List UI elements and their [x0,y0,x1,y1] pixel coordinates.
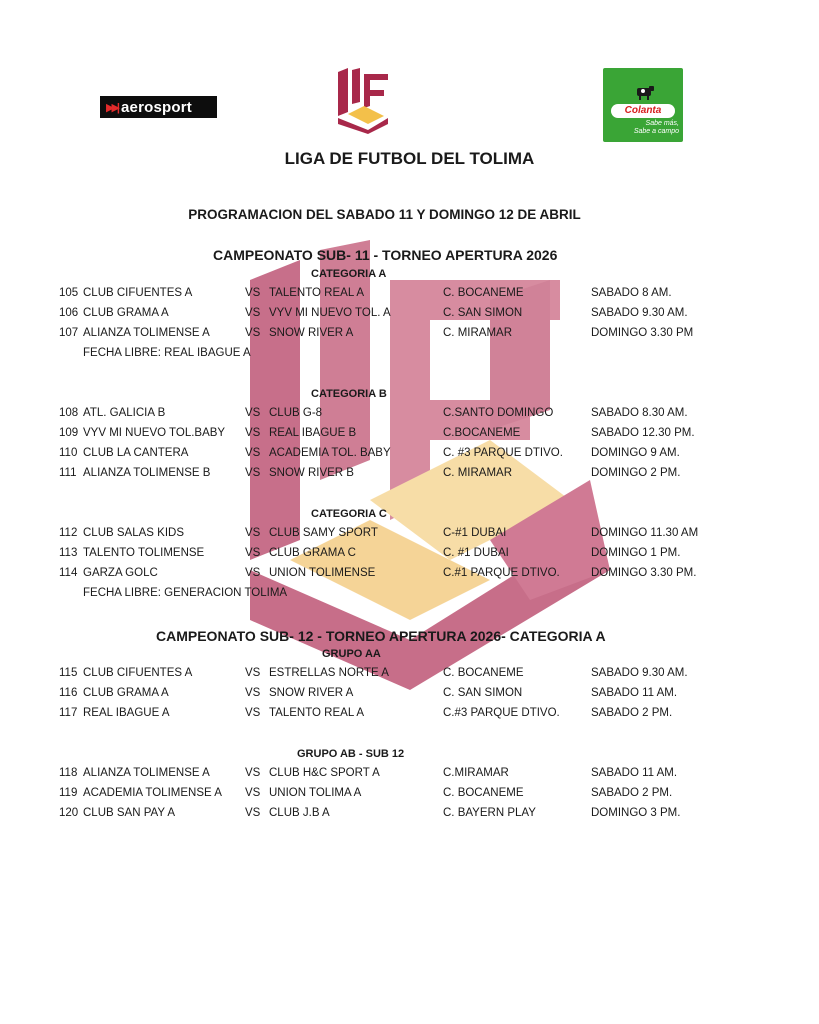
away-team: TALENTO REAL A [269,707,365,719]
match-row [0,707,819,723]
home-team: CLUB CIFUENTES A [83,667,193,679]
away-team: CLUB G-8 [269,407,323,419]
match-time: SABADO 2 PM. [591,787,673,799]
venue: C.#1 PARQUE DTIVO. [443,567,560,579]
match-time: DOMINGO 3.30 PM [591,327,694,339]
venue: C.MIRAMAR [443,767,509,779]
match-number: 116 [59,687,78,699]
match-time: SABADO 8 AM. [591,287,672,299]
venue: C. BAYERN PLAY [443,807,536,819]
match-row [0,547,819,563]
away-team: VYV MI NUEVO TOL. A [269,307,391,319]
venue: C. SAN SIMON [443,687,523,699]
aerosport-logo: ▶▶| aerosport [100,96,217,118]
venue: C-#1 DUBAI [443,527,507,539]
match-time: SABADO 8.30 AM. [591,407,688,419]
match-time: DOMINGO 11.30 AM [591,527,699,539]
home-team: CLUB SAN PAY A [83,807,176,819]
match-number: 118 [59,767,78,779]
match-number: 113 [59,547,78,559]
page-title: LIGA DE FUTBOL DEL TOLIMA [284,149,535,168]
home-team: ALIANZA TOLIMENSE B [83,467,211,479]
colanta-brand: Colanta [611,104,675,118]
vs-label: VS [245,687,261,699]
away-team: CLUB SAMY SPORT [269,527,378,539]
play-arrows-icon: ▶▶| [106,101,117,114]
match-time: SABADO 11 AM. [591,687,678,699]
home-team: REAL IBAGUE A [83,707,170,719]
vs-label: VS [245,707,261,719]
match-time: SABADO 11 AM. [591,767,678,779]
home-team: ALIANZA TOLIMENSE A [83,767,210,779]
away-team: SNOW RIVER B [269,467,354,479]
match-number: 111 [59,467,77,479]
match-row [0,567,819,583]
category-c-label: CATEGORIA C [311,508,387,520]
match-number: 110 [59,447,78,459]
match-time: SABADO 2 PM. [591,707,673,719]
category-b-label: CATEGORIA B [311,388,387,400]
match-number: 105 [59,287,79,299]
vs-label: VS [245,447,261,459]
match-number: 117 [59,707,78,719]
venue: C. #3 PARQUE DTIVO. [443,447,563,459]
venue: C. BOCANEME [443,667,524,679]
match-row [0,467,819,483]
match-number: 115 [59,667,78,679]
match-number: 106 [59,307,79,319]
venue: C.SANTO DOMINGO [443,407,554,419]
venue: C. SAN SIMON [443,307,523,319]
home-team: GARZA GOLC [83,567,158,579]
home-team: CLUB GRAMA A [83,307,169,319]
venue: C. MIRAMAR [443,327,512,339]
home-team: ACADEMIA TOLIMENSE A [83,787,222,799]
match-time: DOMINGO 3.30 PM. [591,567,697,579]
venue: C. #1 DUBAI [443,547,509,559]
match-time: SABADO 9.30 AM. [591,307,688,319]
away-team: SNOW RIVER A [269,327,354,339]
vs-label: VS [245,567,261,579]
vs-label: VS [245,767,261,779]
match-row [0,767,819,783]
home-team: TALENTO TOLIMENSE [83,547,205,559]
cow-icon [635,84,655,100]
match-row [0,787,819,803]
vs-label: VS [245,787,261,799]
schedule-subtitle: PROGRAMACION DEL SABADO 11 Y DOMINGO 12 DE ABRIL [188,207,581,222]
vs-label: VS [245,327,261,339]
venue: C.#3 PARQUE DTIVO. [443,707,560,719]
sub11-heading: CAMPEONATO SUB- 11 - TORNEO APERTURA 2026 [213,247,558,263]
away-team: CLUB J.B A [269,807,330,819]
away-team: ESTRELLAS NORTE A [269,667,389,679]
home-team: CLUB SALAS KIDS [83,527,184,539]
match-row [0,307,819,323]
match-number: 107 [59,327,79,339]
vs-label: VS [245,547,261,559]
bye-note: FECHA LIBRE: GENERACION TOLIMA [83,587,288,599]
lft-logo [334,66,392,134]
venue: C. MIRAMAR [443,467,512,479]
match-time: DOMINGO 3 PM. [591,807,681,819]
sub12-heading: CAMPEONATO SUB- 12 - TORNEO APERTURA 2026- CATEGORIA A [156,628,606,644]
vs-label: VS [245,467,261,479]
match-row [0,527,819,543]
vs-label: VS [245,807,261,819]
away-team: UNION TOLIMENSE [269,567,376,579]
vs-label: VS [245,427,261,439]
match-time: DOMINGO 1 PM. [591,547,681,559]
group-ab-label: GRUPO AB - SUB 12 [297,748,405,760]
svg-text:LFT: LFT [334,66,336,67]
match-row [0,807,819,823]
vs-label: VS [245,307,261,319]
colanta-logo [603,68,683,142]
match-time: DOMINGO 2 PM. [591,467,681,479]
away-team: SNOW RIVER A [269,687,354,699]
match-row [0,407,819,423]
vs-label: VS [245,287,261,299]
match-row [0,287,819,303]
match-row [0,447,819,463]
home-team: CLUB LA CANTERA [83,447,189,459]
match-row [0,427,819,443]
away-team: CLUB GRAMA C [269,547,356,559]
away-team: ACADEMIA TOL. BABY [269,447,391,459]
match-number: 120 [59,807,79,819]
match-time: SABADO 12.30 PM. [591,427,695,439]
category-a-label: CATEGORIA A [311,268,387,280]
match-number: 108 [59,407,79,419]
match-row [0,667,819,683]
home-team: ALIANZA TOLIMENSE A [83,327,210,339]
bye-note: FECHA LIBRE: REAL IBAGUE A [83,347,251,359]
venue: C. BOCANEME [443,787,524,799]
group-aa-label: GRUPO AA [322,648,381,660]
vs-label: VS [245,527,261,539]
match-time: SABADO 9.30 AM. [591,667,688,679]
colanta-slogan: Sabe más, Sabe a campo [633,120,679,135]
home-team: CLUB CIFUENTES A [83,287,193,299]
home-team: ATL. GALICIA B [83,407,166,419]
match-number: 114 [59,567,78,579]
vs-label: VS [245,407,261,419]
venue: C.BOCANEME [443,427,521,439]
match-number: 119 [59,787,78,799]
match-row [0,687,819,703]
away-team: UNION TOLIMA A [269,787,362,799]
vs-label: VS [245,667,261,679]
match-number: 112 [59,527,78,539]
away-team: REAL IBAGUE B [269,427,357,439]
home-team: VYV MI NUEVO TOL.BABY [83,427,226,439]
venue: C. BOCANEME [443,287,524,299]
away-team: TALENTO REAL A [269,287,365,299]
away-team: CLUB H&C SPORT A [269,767,380,779]
match-time: DOMINGO 9 AM. [591,447,680,459]
home-team: CLUB GRAMA A [83,687,169,699]
match-number: 109 [59,427,79,439]
match-row [0,327,819,343]
